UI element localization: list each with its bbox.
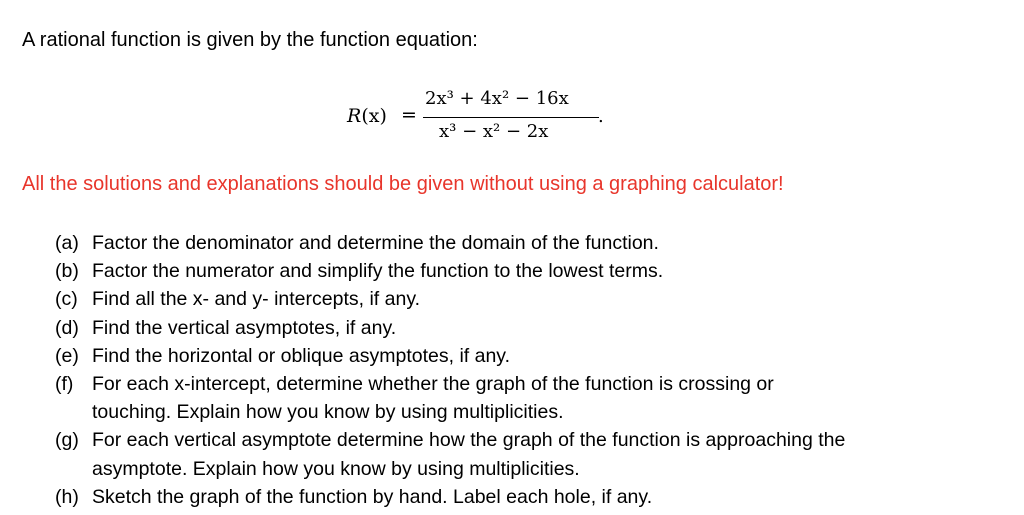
question-text: Find the vertical asymptotes, if any. xyxy=(92,316,397,339)
numerator: 2x³ + 4x² − 16x xyxy=(425,88,569,109)
question-marker: (a) xyxy=(55,232,79,254)
question-item xyxy=(55,229,985,257)
question-item xyxy=(55,285,985,313)
question-marker: (f) xyxy=(55,373,74,396)
question-marker: (h) xyxy=(55,485,79,508)
function-name xyxy=(347,107,387,126)
function-letter: R xyxy=(347,105,362,127)
question-marker: (c) xyxy=(55,288,78,311)
question-item xyxy=(55,314,985,342)
question-text: Factor the denominator and determine the domain of the function. xyxy=(92,232,659,254)
question-text: Factor the numerator and simplify the function to the lowest terms. xyxy=(92,260,664,283)
end-period: . xyxy=(598,106,604,127)
question-item xyxy=(55,370,985,426)
fraction-bar xyxy=(423,117,599,118)
intro-text: A rational function is given by the function equation: xyxy=(22,29,478,51)
question-list xyxy=(55,229,985,511)
function-equation xyxy=(343,86,613,146)
question-text: For each vertical asymptote determine how the graph of the function is approaching the asymptote. Explain how you know by using multiplicities. xyxy=(92,429,846,480)
equals-sign: = xyxy=(401,104,417,126)
question-item xyxy=(55,426,985,482)
question-marker: (g) xyxy=(55,429,79,452)
question-item xyxy=(55,483,985,511)
question-text: Find the horizontal or oblique asymptotes, if any. xyxy=(92,344,511,367)
question-text: Find all the x- and y- intercepts, if any. xyxy=(92,288,421,311)
question-marker: (e) xyxy=(55,344,79,367)
function-argument: (x) xyxy=(361,105,387,127)
denominator: x³ − x² − 2x xyxy=(439,121,549,142)
calculator-warning: All the solutions and explanations should be given without using a graphing calculator! xyxy=(22,173,784,195)
question-item xyxy=(55,257,985,285)
question-marker: (b) xyxy=(55,260,79,283)
question-marker: (d) xyxy=(55,316,79,339)
question-text: For each x-intercept, determine whether the graph of the function is crossing or touching. Explain how you know by using multiplicities. xyxy=(92,373,774,424)
question-item xyxy=(55,342,985,370)
question-text: Sketch the graph of the function by hand. Label each hole, if any. xyxy=(92,485,653,508)
